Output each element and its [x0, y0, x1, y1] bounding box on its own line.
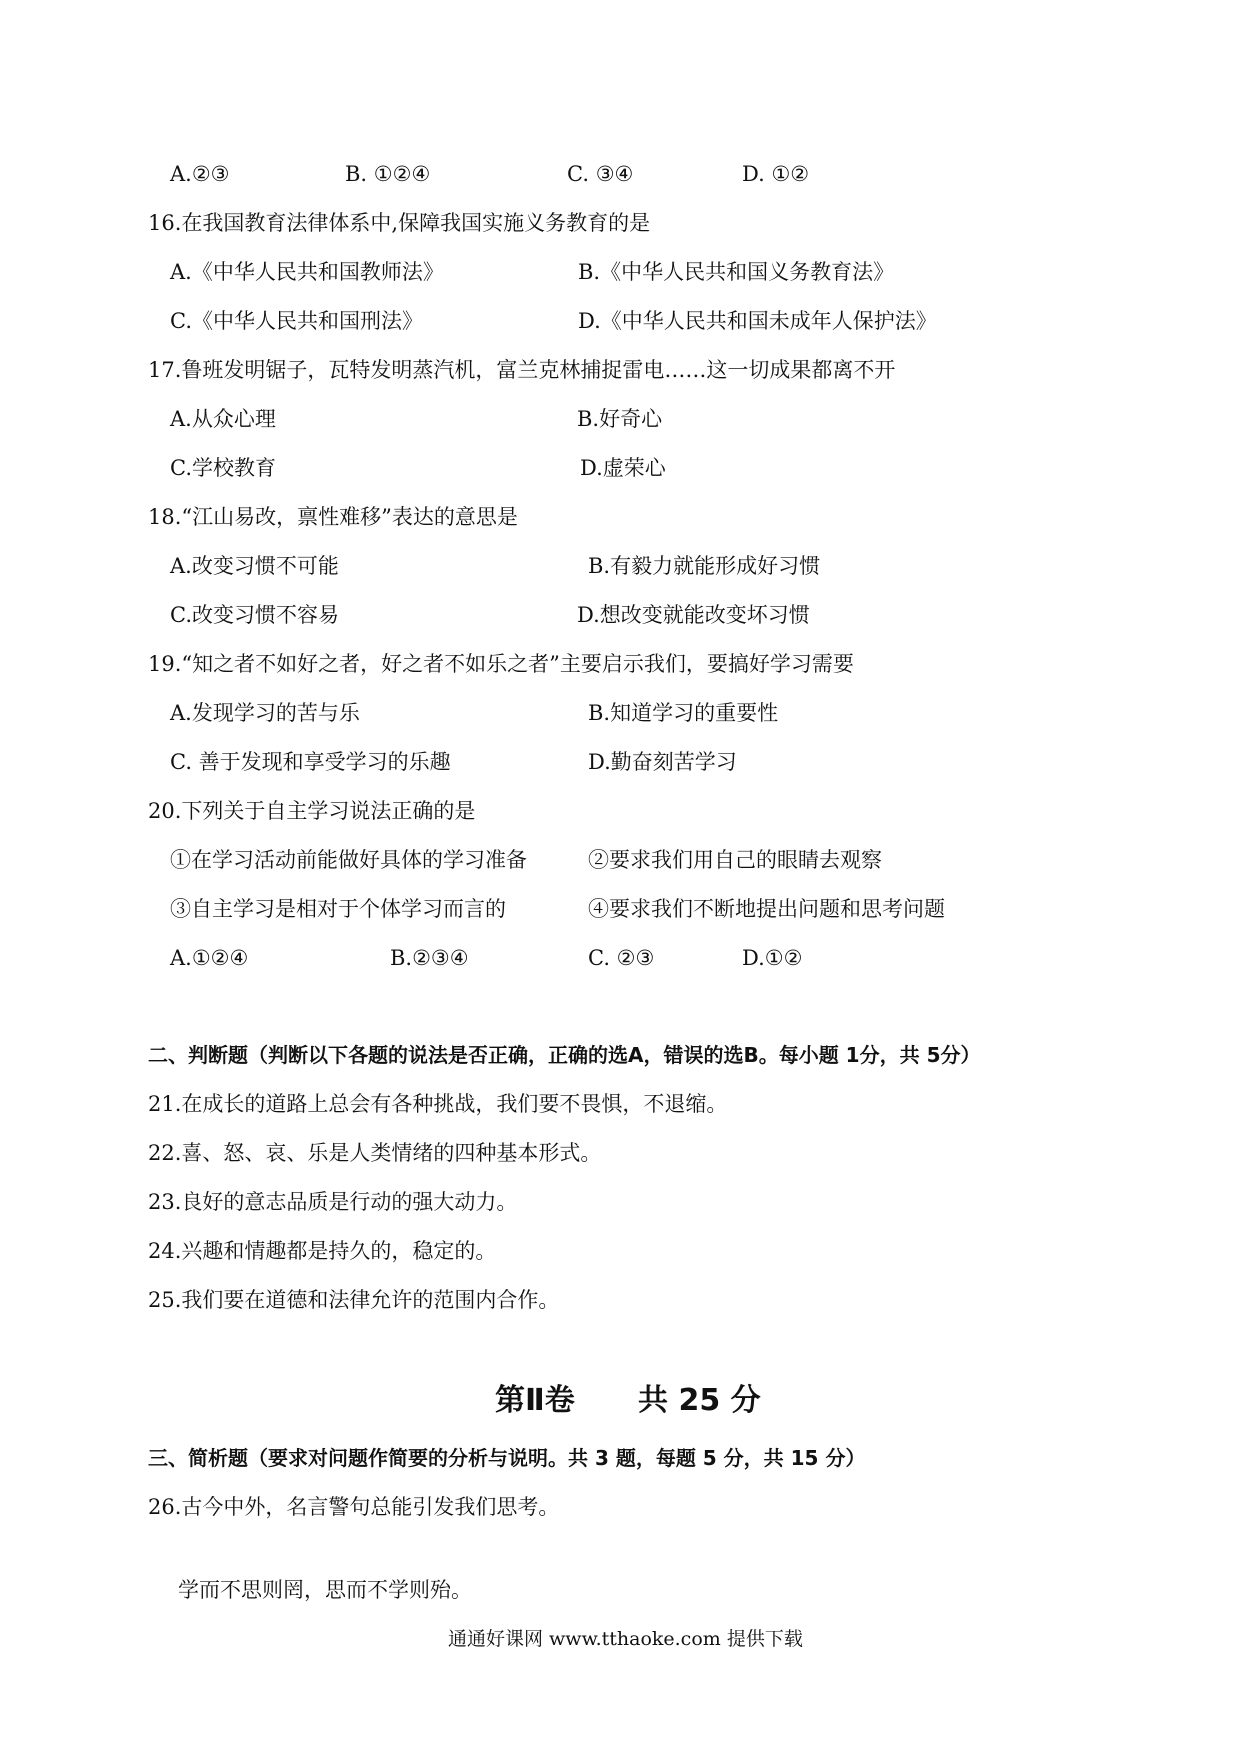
- q15-option-a-text: ②③: [191, 162, 230, 186]
- page-footer: 通通好课网 www.tthaoke.com 提供下载: [448, 1628, 803, 1650]
- q26-quote: 学而不思则罔，思而不学则殆。: [178, 1578, 472, 1602]
- q20-statement-4: ④要求我们不断地提出问题和思考问题: [588, 897, 945, 921]
- q20-option-c: C. ②③: [588, 946, 655, 970]
- q19-stem: 19.“知之者不如好之者，好之者不如乐之者”主要启示我们，要搞好学习需要: [148, 652, 854, 676]
- part2-title-left: 第Ⅱ卷: [495, 1383, 575, 1418]
- q15-option-a: [170, 164, 230, 185]
- q20-statement-3: ③自主学习是相对于个体学习而言的: [170, 897, 506, 921]
- q26-stem: 26.古今中外，名言警句总能引发我们思考。: [148, 1495, 560, 1519]
- q15-option-c: [567, 164, 633, 185]
- q15-option-d-text: ①②: [771, 162, 810, 186]
- q20-option-b: B.②③④: [390, 946, 469, 970]
- q19-option-b: B.知道学习的重要性: [588, 701, 779, 725]
- q18-stem: 18.“江山易改，禀性难移”表达的意思是: [148, 505, 518, 529]
- q20-stem: 20.下列关于自主学习说法正确的是: [148, 799, 476, 823]
- section2-heading: 二、判断题（判断以下各题的说法是否正确，正确的选A，错误的选B。每小题 1分，共 5分）: [148, 1043, 981, 1067]
- q24-item: 24.兴趣和情趣都是持久的，稳定的。: [148, 1239, 497, 1263]
- q18-option-c: C.改变习惯不容易: [170, 603, 339, 627]
- q17-stem: 17.鲁班发明锯子，瓦特发明蒸汽机，富兰克林捕捉雷电……这一切成果都离不开: [148, 358, 896, 382]
- q15-option-c-text: ③④: [595, 162, 634, 186]
- q20-statement-2: ②要求我们用自己的眼睛去观察: [588, 848, 882, 872]
- q17-option-b: B.好奇心: [577, 407, 663, 431]
- q18-option-a: A.改变习惯不可能: [170, 554, 339, 578]
- q23-item: 23.良好的意志品质是行动的强大动力。: [148, 1190, 518, 1214]
- q19-option-a: A.发现学习的苦与乐: [170, 701, 360, 725]
- q17-option-c: C.学校教育: [170, 456, 276, 480]
- q17-option-a: A.从众心理: [170, 407, 276, 431]
- q22-item: 22.喜、怒、哀、乐是人类情绪的四种基本形式。: [148, 1141, 602, 1165]
- part2-title-right: 共 25 分: [638, 1383, 761, 1418]
- q20-statement-1: ①在学习活动前能做好具体的学习准备: [170, 848, 527, 872]
- q20-option-a: A.①②④: [170, 946, 249, 970]
- q15-option-c-label: C.: [567, 162, 589, 186]
- q15-option-b-text: ①②④: [373, 162, 431, 186]
- section3-heading: 三、简析题（要求对问题作简要的分析与说明。共 3 题，每题 5 分，共 15 分）: [148, 1446, 866, 1470]
- q16-option-b: B.《中华人民共和国义务教育法》: [578, 260, 895, 284]
- q15-option-a-label: A.: [170, 162, 192, 186]
- q15-option-b-label: B.: [345, 162, 368, 186]
- q25-item: 25.我们要在道德和法律允许的范围内合作。: [148, 1288, 560, 1312]
- q18-option-d: D.想改变就能改变坏习惯: [577, 603, 810, 627]
- q18-option-b: B.有毅力就能形成好习惯: [588, 554, 821, 578]
- q15-option-d-label: D.: [742, 162, 765, 186]
- q16-option-a: A.《中华人民共和国教师法》: [170, 260, 444, 284]
- q16-stem: 16.在我国教育法律体系中,保障我国实施义务教育的是: [148, 211, 651, 235]
- q15-option-b: [345, 164, 430, 185]
- q17-option-d: D.虚荣心: [580, 456, 666, 480]
- q19-option-c: C. 善于发现和享受学习的乐趣: [170, 750, 451, 774]
- q21-item: 21.在成长的道路上总会有各种挑战，我们要不畏惧，不退缩。: [148, 1092, 728, 1116]
- q15-option-d: [742, 164, 809, 185]
- q19-option-d: D.勤奋刻苦学习: [588, 750, 737, 774]
- q20-option-d: D.①②: [742, 946, 803, 970]
- q16-option-c: C.《中华人民共和国刑法》: [170, 309, 423, 333]
- q16-option-d: D.《中华人民共和国未成年人保护法》: [578, 309, 937, 333]
